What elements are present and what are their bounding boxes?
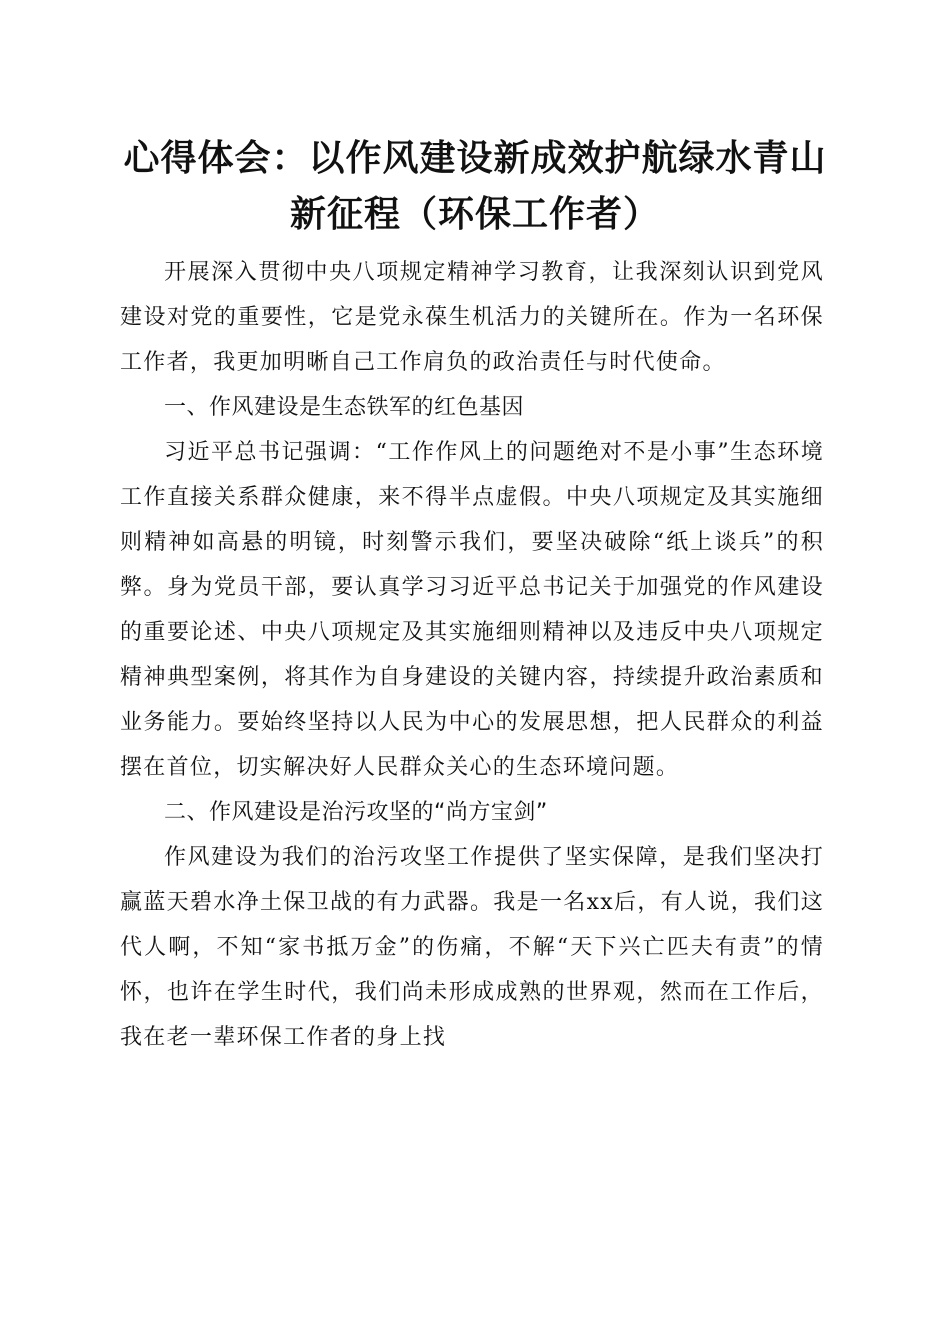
- section-heading-2: 二、作风建设是治污攻坚的“尚方宝剑”: [164, 800, 548, 825]
- document-body: [120, 250, 824, 1060]
- paragraph-intro: 开展深入贯彻中央八项规定精神学习教育，让我深刻认识到党风建设对党的重要性，它是党永葆生机活力的关键所在。作为一名环保工作者，我更加明晰自己工作肩负的政治责任与时代使命。: [120, 260, 824, 375]
- paragraph-section-2: 作风建设为我们的治污攻坚工作提供了坚实保障，是我们坚决打赢蓝天碧水净土保卫战的有力武器。我是一名xx后，有人说，我们这代人啊，不知“家书抵万金”的伤痛，不解“天下兴亡匹夫有责”的情怀，也许在学生时代，我们尚未形成成熟的世界观，然而在工作后，我在老一辈环保工作者的身上找: [120, 845, 824, 1050]
- section-heading-1: 一、作风建设是生态铁军的红色基因: [164, 395, 525, 420]
- document-title: 心得体会：以作风建设新成效护航绿水青山新征程（环保工作者）: [123, 137, 827, 235]
- paragraph-section-1: 习近平总书记强调：“工作作风上的问题绝对不是小事”生态环境工作直接关系群众健康，来不得半点虚假。中央八项规定及其实施细则精神如高悬的明镜，时刻警示我们，要坚决破除“纸上谈兵”的积弊。身为党员干部，要认真学习习近平总书记关于加强党的作风建设的重要论述、中央八项规定及其实施细则精神以及违反中央八项规定精神典型案例，将其作为自身建设的关键内容，持续提升政治素质和业务能力。要始终坚持以人民为中心的发展思想，把人民群众的利益摆在首位，切实解决好人民群众关心的生态环境问题。: [120, 440, 824, 780]
